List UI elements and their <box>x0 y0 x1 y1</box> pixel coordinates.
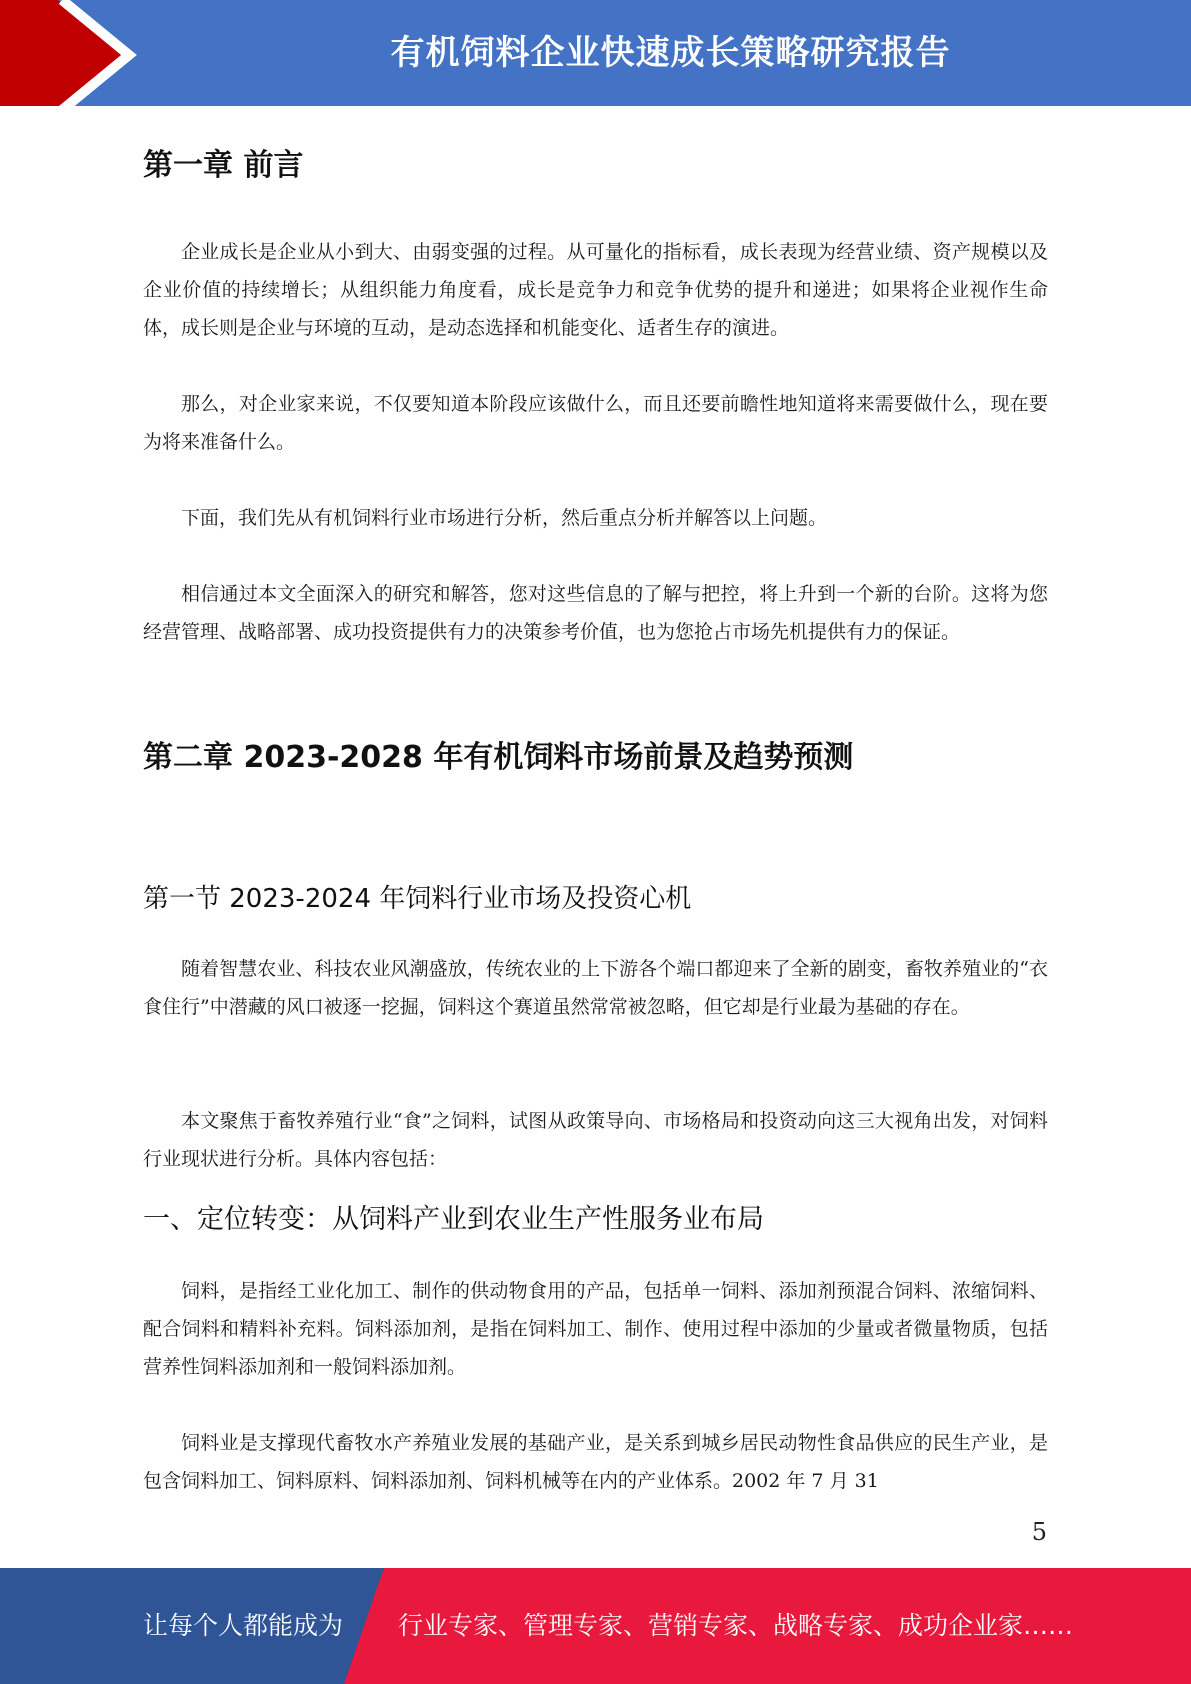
chapter2-heading: 第二章 2023-2028 年有机饲料市场前景及趋势预测 <box>143 740 854 775</box>
chapter1-paragraph-2: 那么，对企业家来说，不仅要知道本阶段应该做什么，而且还要前瞻性地知道将来需要做什么，现在要为将来准备什么。 <box>143 393 1048 453</box>
chapter1-paragraph-1: 企业成长是企业从小到大、由弱变强的过程。从可量化的指标看，成长表现为经营业绩、资产规模以及企业价值的持续增长；从组织能力角度看，成长是竞争力和竞争优势的提升和递进；如果将企业视作生命体，成长则是企业与环境的互动，是动态选择和机能变化、适者生存的演进。 <box>143 241 1048 339</box>
section1-paragraph-1: 随着智慧农业、科技农业风潮盛放，传统农业的上下游各个端口都迎来了全新的剧变，畜牧养殖业的“衣食住行”中潜藏的风口被逐一挖掘，饲料这个赛道虽然常常被忽略，但它却是行业最为基础的存在。 <box>143 958 1048 1018</box>
subsection1-heading: 一、定位转变：从饲料产业到农业生产性服务业布局 <box>143 1204 764 1235</box>
subsection1-paragraph-1: 饲料，是指经工业化加工、制作的供动物食用的产品，包括单一饲料、添加剂预混合饲料、浓缩饲料、配合饲料和精料补充料。饲料添加剂，是指在饲料加工、制作、使用过程中添加的少量或者微量物质，包括营养性饲料添加剂和一般饲料添加剂。 <box>143 1280 1048 1378</box>
section1-paragraph-2: 本文聚焦于畜牧养殖行业“食”之饲料，试图从政策导向、市场格局和投资动向这三大视角出发，对饲料行业现状进行分析。具体内容包括： <box>143 1110 1048 1170</box>
chapter1-paragraph-3: 下面，我们先从有机饲料行业市场进行分析，然后重点分析并解答以上问题。 <box>181 507 828 529</box>
chapter1-paragraph-4: 相信通过本文全面深入的研究和解答，您对这些信息的了解与把控，将上升到一个新的台阶。这将为您经营管理、战略部署、成功投资提供有力的决策参考价值，也为您抢占市场先机提供有力的保证。 <box>143 583 1048 643</box>
document-title: 有机饲料企业快速成长策略研究报告 <box>390 33 951 73</box>
header-banner <box>0 0 1191 110</box>
subsection1-paragraph-2: 饲料业是支撑现代畜牧水产养殖业发展的基础产业，是关系到城乡居民动物性食品供应的民生产业，是包含饲料加工、饲料原料、饲料添加剂、饲料机械等在内的产业体系。2002 年 7 月 31 <box>143 1432 1048 1492</box>
footer-slogan-left: 让每个人都能成为 <box>143 1611 344 1640</box>
chapter1-heading: 第一章 前言 <box>143 148 304 183</box>
footer-banner <box>0 1568 1191 1684</box>
footer-slogan-right: 行业专家、管理专家、营销专家、战略专家、成功企业家…… <box>398 1611 1074 1640</box>
section1-heading: 第一节 2023-2024 年饲料行业市场及投资心机 <box>143 884 692 914</box>
page-number: 5 <box>1031 1518 1047 1546</box>
